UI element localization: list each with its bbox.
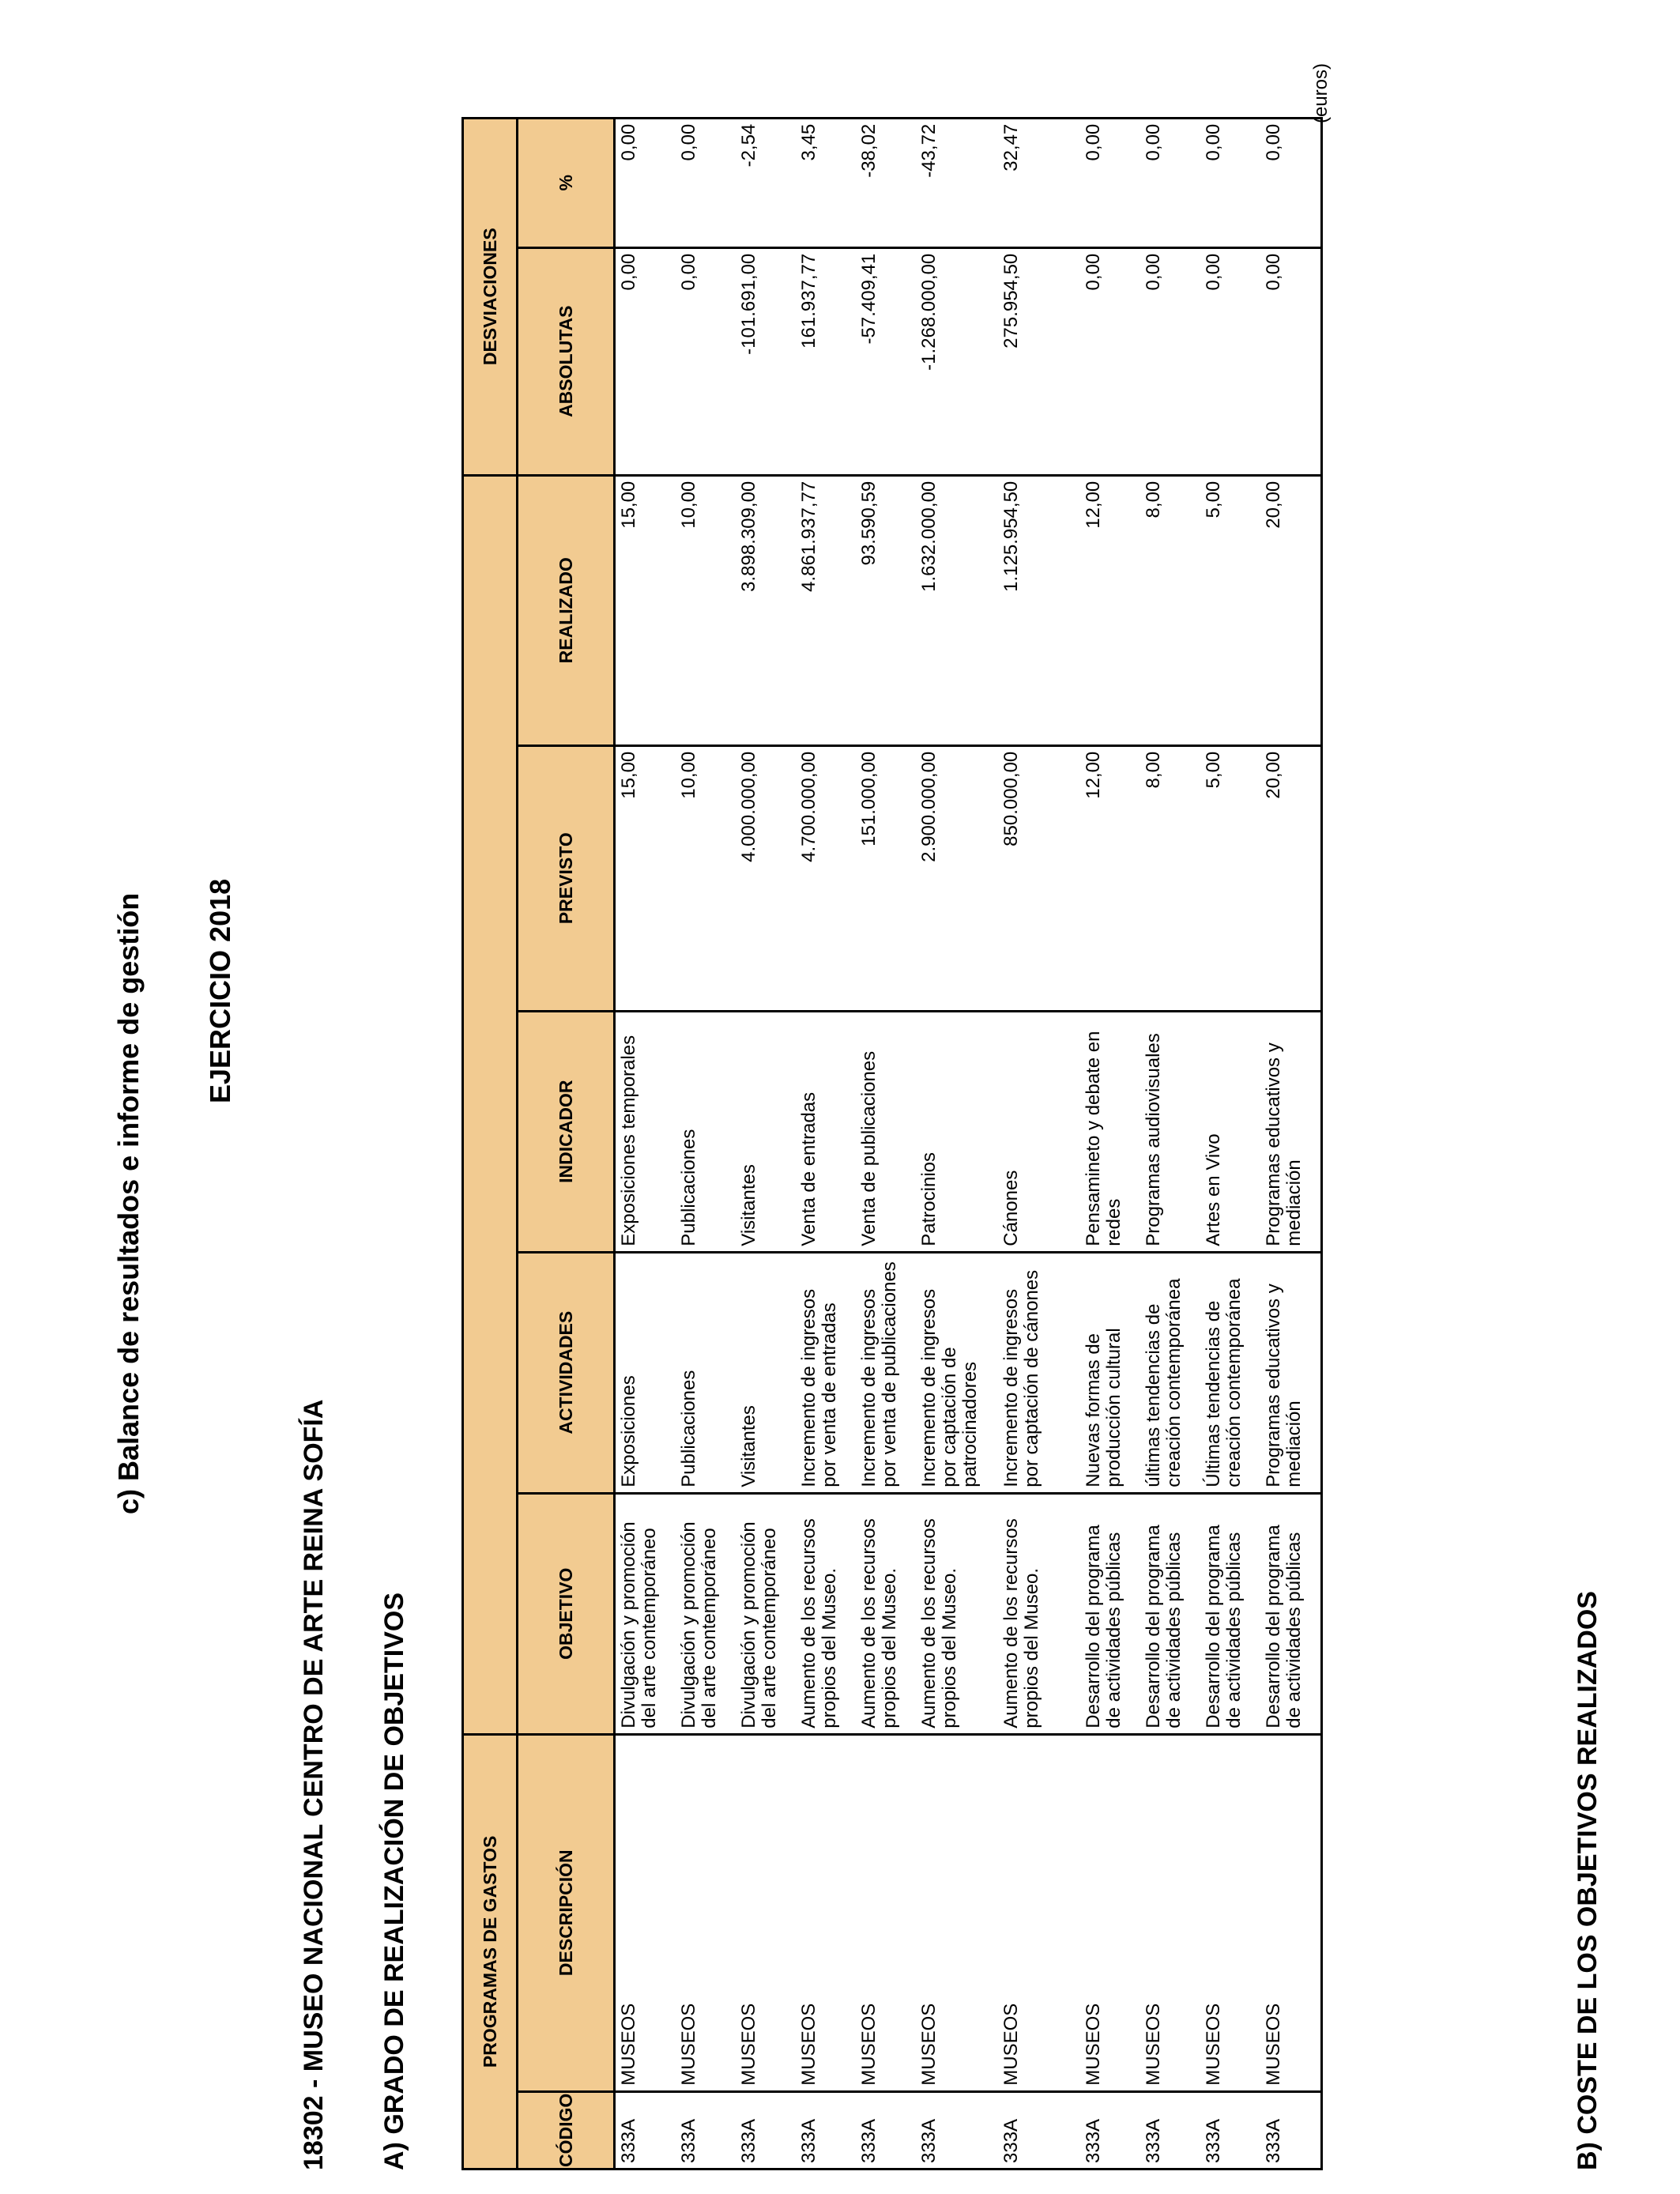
cell-previsto: 2.900.000,00 (916, 745, 998, 1011)
cell-realizado: 93.590,59 (856, 475, 916, 745)
cell-objetivo: Aumento de los recursos propios del Museo. (998, 1493, 1080, 1734)
cell-indicador: Programas educativos y mediación (1260, 1011, 1322, 1252)
cell-indicador: Artes en Vivo (1200, 1011, 1260, 1252)
cell-descripcion: MUSEOS (615, 1734, 676, 2091)
cell-descripcion: MUSEOS (998, 1734, 1080, 2091)
cell-realizado: 5,00 (1200, 475, 1260, 745)
cell-realizado: 20,00 (1260, 475, 1322, 745)
table-row (1260, 118, 1322, 2169)
cell-absolutas: 0,00 (676, 247, 736, 475)
cell-absolutas: 0,00 (1260, 247, 1322, 475)
cell-codigo: 333A (615, 2091, 676, 2169)
cell-percent: 0,00 (1140, 118, 1200, 247)
cell-codigo: 333A (1200, 2091, 1260, 2169)
cell-codigo: 333A (998, 2091, 1080, 2169)
cell-actividades: Nuevas formas de producción cultural (1080, 1252, 1140, 1493)
cell-previsto: 10,00 (676, 745, 736, 1011)
table-row (1080, 118, 1140, 2169)
table-row (615, 118, 676, 2169)
cell-codigo: 333A (1080, 2091, 1140, 2169)
cell-absolutas: 0,00 (1140, 247, 1200, 475)
cell-descripcion: MUSEOS (1200, 1734, 1260, 2091)
cell-objetivo: Divulgación y promoción del arte contemporáneo (736, 1493, 796, 1734)
codigo-header: CÓDIGO (518, 2091, 615, 2169)
cell-realizado: 12,00 (1080, 475, 1140, 745)
cell-descripcion: MUSEOS (676, 1734, 736, 2091)
fiscal-year: EJERCICIO 2018 (204, 878, 236, 1103)
cell-indicador: Venta de entradas (796, 1011, 856, 1252)
cell-actividades: Incremento de ingresos por venta de publicaciones (856, 1252, 916, 1493)
programs-group-header: PROGRAMAS DE GASTOS (463, 1734, 518, 2169)
cell-indicador: Programas audiovisuales (1140, 1011, 1200, 1252)
table-row (676, 118, 736, 2169)
cell-absolutas: 275.954,50 (998, 247, 1080, 475)
section-title: c) Balance de resultados e informe de gestión (112, 892, 145, 1514)
cell-codigo: 333A (856, 2091, 916, 2169)
cell-realizado: 3.898.309,00 (736, 475, 796, 745)
cell-actividades: Incremento de ingresos por captación de cánones (998, 1252, 1080, 1493)
table-row (998, 118, 1080, 2169)
cell-actividades: Visitantes (736, 1252, 796, 1493)
cell-previsto: 4.000.000,00 (736, 745, 796, 1011)
table-row (736, 118, 796, 2169)
cell-objetivo: Divulgación y promoción del arte contemporáneo (615, 1493, 676, 1734)
cell-actividades: Incremento de ingresos por venta de entradas (796, 1252, 856, 1493)
cell-percent: 0,00 (1260, 118, 1322, 247)
cell-objetivo: Desarrollo del programa de actividades públicas (1260, 1493, 1322, 1734)
units-label: (euros) (1310, 62, 1332, 123)
cell-percent: -2,54 (736, 118, 796, 247)
cell-previsto: 4.700.000,00 (796, 745, 856, 1011)
cell-descripcion: MUSEOS (916, 1734, 998, 2091)
cell-codigo: 333A (1140, 2091, 1200, 2169)
cell-percent: -43,72 (916, 118, 998, 247)
cell-actividades: Incremento de ingresos por captación de patrocinadores (916, 1252, 998, 1493)
cell-descripcion: MUSEOS (1140, 1734, 1200, 2091)
table-row (1140, 118, 1200, 2169)
percent-header: % (518, 118, 615, 247)
cell-indicador: Pensamineto y debate en redes (1080, 1011, 1140, 1252)
section-a-title: A) GRADO DE REALIZACIÓN DE OBJETIVOS (379, 1592, 409, 2170)
cell-objetivo: Desarrollo del programa de actividades públicas (1140, 1493, 1200, 1734)
cell-absolutas: -1.268.000,00 (916, 247, 998, 475)
cell-indicador: Patrocinios (916, 1011, 998, 1252)
deviations-group-header: DESVIACIONES (463, 118, 518, 475)
cell-actividades: últimas tendencias de creación contemporánea (1140, 1252, 1200, 1493)
cell-codigo: 333A (796, 2091, 856, 2169)
table-row (1200, 118, 1260, 2169)
cell-descripcion: MUSEOS (1260, 1734, 1322, 2091)
cell-absolutas: 0,00 (1200, 247, 1260, 475)
cell-percent: 32,47 (998, 118, 1080, 247)
cell-absolutas: 0,00 (1080, 247, 1140, 475)
table-body (615, 118, 1322, 2169)
previsto-header: PREVISTO (518, 745, 615, 1011)
cell-absolutas: 161.937,77 (796, 247, 856, 475)
descripcion-header: DESCRIPCIÓN (518, 1734, 615, 2091)
cell-objetivo: Aumento de los recursos propios del Museo. (796, 1493, 856, 1734)
section-b-title: B) COSTE DE LOS OBJETIVOS REALIZADOS (1573, 1591, 1603, 2170)
cell-percent: 3,45 (796, 118, 856, 247)
cell-objetivo: Aumento de los recursos propios del Museo. (856, 1493, 916, 1734)
cell-codigo: 333A (916, 2091, 998, 2169)
realizado-header: REALIZADO (518, 475, 615, 745)
cell-indicador: Venta de publicaciones (856, 1011, 916, 1252)
cell-codigo: 333A (676, 2091, 736, 2169)
cell-indicador: Cánones (998, 1011, 1080, 1252)
cell-actividades: Programas educativos y mediación (1260, 1252, 1322, 1493)
cell-indicador: Publicaciones (676, 1011, 736, 1252)
cell-percent: 0,00 (1200, 118, 1260, 247)
cell-percent: 0,00 (676, 118, 736, 247)
cell-realizado: 8,00 (1140, 475, 1200, 745)
cell-objetivo: Desarrollo del programa de actividades públicas (1080, 1493, 1140, 1734)
cell-codigo: 333A (736, 2091, 796, 2169)
cell-previsto: 15,00 (615, 745, 676, 1011)
table-row (916, 118, 998, 2169)
table-row (856, 118, 916, 2169)
cell-previsto: 151.000,00 (856, 745, 916, 1011)
actividades-header: ACTIVIDADES (518, 1252, 615, 1493)
cell-previsto: 12,00 (1080, 745, 1140, 1011)
absolutas-header: ABSOLUTAS (518, 247, 615, 475)
indicador-header: INDICADOR (518, 1011, 615, 1252)
cell-previsto: 5,00 (1200, 745, 1260, 1011)
cell-percent: 0,00 (1080, 118, 1140, 247)
cell-absolutas: -57.409,41 (856, 247, 916, 475)
cell-descripcion: MUSEOS (796, 1734, 856, 2091)
entity-title: 18302 - MUSEO NACIONAL CENTRO DE ARTE REINA SOFÍA (299, 1399, 329, 2170)
objectives-table (461, 117, 1323, 2170)
cell-codigo: 333A (1260, 2091, 1322, 2169)
cell-actividades: Exposiciones (615, 1252, 676, 1493)
cell-absolutas: 0,00 (615, 247, 676, 475)
cell-descripcion: MUSEOS (1080, 1734, 1140, 2091)
cell-indicador: Exposiciones temporales (615, 1011, 676, 1252)
objetivo-header: OBJETIVO (518, 1493, 615, 1734)
cell-descripcion: MUSEOS (856, 1734, 916, 2091)
cell-previsto: 8,00 (1140, 745, 1200, 1011)
cell-previsto: 20,00 (1260, 745, 1322, 1011)
blank-group-header (463, 475, 518, 1734)
cell-realizado: 4.861.937,77 (796, 475, 856, 745)
cell-realizado: 10,00 (676, 475, 736, 745)
cell-actividades: Últimas tendencias de creación contemporánea (1200, 1252, 1260, 1493)
cell-realizado: 15,00 (615, 475, 676, 745)
cell-percent: 0,00 (615, 118, 676, 247)
cell-objetivo: Divulgación y promoción del arte contemporáneo (676, 1493, 736, 1734)
cell-indicador: Visitantes (736, 1011, 796, 1252)
cell-previsto: 850.000,00 (998, 745, 1080, 1011)
cell-absolutas: -101.691,00 (736, 247, 796, 475)
cell-objetivo: Aumento de los recursos propios del Museo. (916, 1493, 998, 1734)
cell-objetivo: Desarrollo del programa de actividades públicas (1200, 1493, 1260, 1734)
cell-actividades: Publicaciones (676, 1252, 736, 1493)
cell-realizado: 1.125.954,50 (998, 475, 1080, 745)
cell-percent: -38,02 (856, 118, 916, 247)
table-row (796, 118, 856, 2169)
cell-realizado: 1.632.000,00 (916, 475, 998, 745)
cell-descripcion: MUSEOS (736, 1734, 796, 2091)
